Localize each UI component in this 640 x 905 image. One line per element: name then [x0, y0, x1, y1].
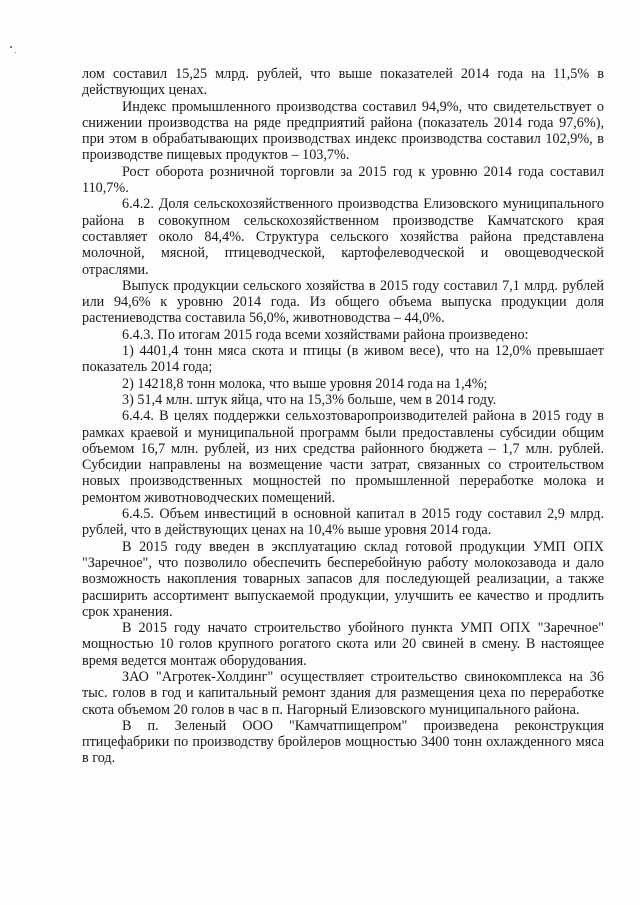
list-item-meat: 1) 4401,4 тонн мяса скота и птицы (в живом весе), что на 12,0% превышает показатель 2014 года;: [82, 343, 604, 376]
paragraph-slaughterhouse: В 2015 году начато строительство убойного пункта УМП ОПХ "Заречное" мощностью 10 голов крупного рогатого скота или 20 свиней в смену. В настоящее время ведется монтаж оборудования.: [82, 620, 604, 669]
paragraph-section-6-4-4: 6.4.4. В целях поддержки сельхозтоваропроизводителей района в 2015 году в рамках краевой и муниципальной программ были предоставлены субсидии общим объемом 16,7 млн. рублей, из них средства районного бюджета – 1,7 млн. рублей. Субсидии направлены на возмещение части затрат, связанных со строительством новых производственных мощностей по промышленной переработке молока и ремонтом животноводческих помещений.: [82, 408, 604, 506]
paragraph-retail-turnover: Рост оборота розничной торговли за 2015 год к уровню 2014 года составил 110,7%.: [82, 163, 604, 197]
paragraph-industrial-index: Индекс промышленного производства составил 94,9%, что свидетельствует о снижении производства на ряде предприятий района (показатель 2014 года 97,6%), при этом в обрабатывающих производствах индекс производства составил 102,9%, в производстве пищевых продуктов – 103,7%.: [82, 98, 604, 164]
scan-speck: [10, 46, 12, 48]
paragraph-section-6-4-2: 6.4.2. Доля сельскохозяйственного производства Елизовского муниципального района в совокупном сельскохозяйственном производстве Камчатского края составляет около 84,4%. Структура сельского хозяйства района представлена молочной, мясной, птицеводческой, картофелеводческой и овощеводческой отраслями.: [82, 196, 604, 278]
paragraph-kamchatpishcheprom: В п. Зеленый ООО "Камчатпищепром" произведена реконструкция птицефабрики по производству бройлеров мощностью 3400 тонн охлажденного мяса в год.: [82, 717, 604, 767]
paragraph-agrotek: ЗАО "Агротек-Холдинг" осуществляет строительство свинокомплекса на 36 тыс. голов в год и капитальный ремонт здания для размещения цеха по переработке скота объемом 20 голов в час в п. Нагорный Елизовского муниципального района.: [82, 668, 604, 718]
scan-speck: [15, 52, 16, 53]
paragraph-section-6-4-5: 6.4.5. Объем инвестиций в основной капитал в 2015 году составил 2,9 млрд. рублей, что в действующих ценах на 10,4% выше уровня 2014 года.: [82, 506, 604, 539]
paragraph-warehouse: В 2015 году введен в эксплуатацию склад готовой продукции УМП ОПХ "Заречное", что позволило обеспечить бесперебойную работу молокозавода и дало возможность накопления товарных запасов для последующей реализации, а также расширить ассортимент выпускаемой продукции, улучшить ее качество и продлить срок хранения.: [82, 538, 604, 620]
list-item-milk: 2) 14218,8 тонн молока, что выше уровня 2014 года на 1,4%;: [122, 375, 488, 392]
document-body: [82, 66, 604, 767]
paragraph-section-6-4-3: 6.4.3. По итогам 2015 года всеми хозяйствами района произведено:: [122, 326, 529, 343]
list-item-eggs: 3) 51,4 млн. штук яйца, что на 15,3% больше, чем в 2014 году.: [122, 391, 497, 408]
paragraph-continuation: лом составил 15,25 млрд. рублей, что выше показателей 2014 года на 11,5% в действующих ценах.: [82, 66, 604, 99]
paragraph-agri-output: Выпуск продукции сельского хозяйства в 2015 году составил 7,1 млрд. рублей или 94,6% к уровню 2014 года. Из общего объема выпуска продукции доля растениеводства составила 56,0%, животноводства – 44,0%.: [82, 277, 604, 327]
